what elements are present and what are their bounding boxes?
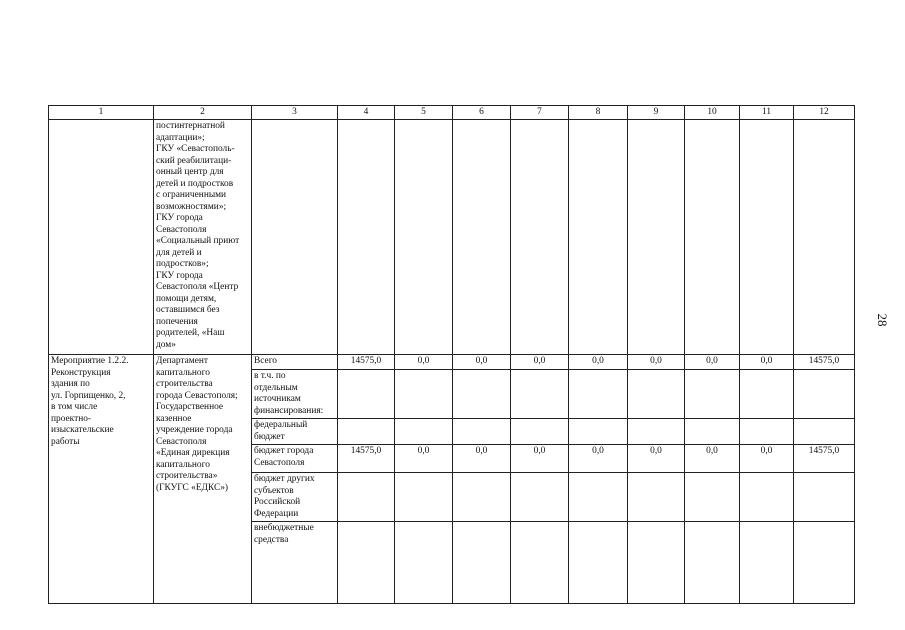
- amount-cell: [794, 473, 855, 522]
- column-number-cell: 2: [154, 106, 252, 120]
- amount-cell: [453, 370, 511, 419]
- column-number-cell: 12: [794, 106, 855, 120]
- amount-cell: [338, 473, 395, 522]
- amount-cell: [628, 522, 685, 604]
- column-number-cell: 1: [49, 106, 154, 120]
- page-number: 28: [875, 313, 890, 327]
- funding-source-label: внебюджетные средства: [252, 522, 338, 604]
- amount-cell: [453, 473, 511, 522]
- amount-cell: [569, 370, 628, 419]
- amount-cell: 14575,0: [338, 355, 395, 370]
- amount-cell: [794, 419, 855, 445]
- amount-cell: 0,0: [685, 445, 740, 473]
- amount-cell: [511, 473, 569, 522]
- amount-cell: 0,0: [511, 445, 569, 473]
- amount-cell: [628, 473, 685, 522]
- amount-cell: 0,0: [395, 445, 453, 473]
- column-number-cell: 7: [511, 106, 569, 120]
- amount-cell: [338, 370, 395, 419]
- amount-cell: 0,0: [511, 355, 569, 370]
- amount-cell: 0,0: [395, 355, 453, 370]
- amount-cell: [685, 419, 740, 445]
- amount-cell: [740, 522, 794, 604]
- amount-cell: 0,0: [569, 355, 628, 370]
- continuation-row: [49, 120, 855, 355]
- amount-cell: [338, 522, 395, 604]
- column-number-cell: 6: [453, 106, 511, 120]
- empty-cell: [338, 120, 395, 355]
- amount-cell: [395, 473, 453, 522]
- amount-cell: 14575,0: [794, 355, 855, 370]
- continuation-col1-cell: [49, 120, 154, 355]
- measure-executor-cell: Департамент капитального строительства города Севастополя; Государственное казенное учреждение города Севастополя «Единая дирекция капитального строительства» (ГКУГС «ЕДКС»): [154, 355, 252, 604]
- amount-cell: 14575,0: [338, 445, 395, 473]
- empty-cell: [740, 120, 794, 355]
- amount-cell: [569, 473, 628, 522]
- amount-cell: 0,0: [569, 445, 628, 473]
- funding-source-label: бюджет города Севастополя: [252, 445, 338, 473]
- amount-cell: 0,0: [628, 445, 685, 473]
- column-number-cell: 8: [569, 106, 628, 120]
- empty-cell: [453, 120, 511, 355]
- amount-cell: 0,0: [740, 355, 794, 370]
- empty-cell: [252, 120, 338, 355]
- amount-cell: 0,0: [685, 355, 740, 370]
- financing-table: [48, 105, 855, 604]
- empty-cell: [794, 120, 855, 355]
- empty-cell: [511, 120, 569, 355]
- amount-cell: [794, 522, 855, 604]
- funding-row-total: [49, 355, 855, 370]
- column-number-cell: 5: [395, 106, 453, 120]
- amount-cell: 0,0: [628, 355, 685, 370]
- amount-cell: [628, 419, 685, 445]
- empty-cell: [685, 120, 740, 355]
- amount-cell: [395, 370, 453, 419]
- amount-cell: [740, 370, 794, 419]
- amount-cell: [569, 522, 628, 604]
- amount-cell: 14575,0: [794, 445, 855, 473]
- amount-cell: [740, 473, 794, 522]
- measure-name-cell: Мероприятие 1.2.2. Реконструкция здания по ул. Горпищенко, 2, в том числе проектно- изыскательские работы: [49, 355, 154, 604]
- amount-cell: [685, 370, 740, 419]
- amount-cell: [395, 419, 453, 445]
- funding-source-label: Всего: [252, 355, 338, 370]
- continuation-executors-text: постинтернатной адаптации»; ГКУ «Севастополь- ский реабилитаци- онный центр для детей и подростков с ограниченными возможностями»; ГКУ города Севастополя «Социальный приют для детей и подростков»; ГКУ города Севастополя «Центр помощи детям, оставшимся без попечения родителей, «Наш дом»: [154, 120, 252, 355]
- amount-cell: [628, 370, 685, 419]
- column-number-cell: 9: [628, 106, 685, 120]
- amount-cell: [685, 473, 740, 522]
- column-number-cell: 11: [740, 106, 794, 120]
- amount-cell: [685, 522, 740, 604]
- amount-cell: [569, 419, 628, 445]
- funding-source-label: в т.ч. по отдельным источникам финансирования:: [252, 370, 338, 419]
- amount-cell: [511, 522, 569, 604]
- amount-cell: 0,0: [453, 355, 511, 370]
- amount-cell: 0,0: [453, 445, 511, 473]
- amount-cell: [511, 419, 569, 445]
- column-number-row: [49, 106, 855, 120]
- column-number-cell: 4: [338, 106, 395, 120]
- amount-cell: [511, 370, 569, 419]
- column-number-cell: 10: [685, 106, 740, 120]
- empty-cell: [628, 120, 685, 355]
- amount-cell: 0,0: [740, 445, 794, 473]
- amount-cell: [794, 370, 855, 419]
- amount-cell: [453, 522, 511, 604]
- column-number-cell: 3: [252, 106, 338, 120]
- empty-cell: [569, 120, 628, 355]
- amount-cell: [453, 419, 511, 445]
- amount-cell: [395, 522, 453, 604]
- empty-cell: [395, 120, 453, 355]
- amount-cell: [740, 419, 794, 445]
- funding-source-label: федеральный бюджет: [252, 419, 338, 445]
- funding-source-label: бюджет других субъектов Российской Федерации: [252, 473, 338, 522]
- amount-cell: [338, 419, 395, 445]
